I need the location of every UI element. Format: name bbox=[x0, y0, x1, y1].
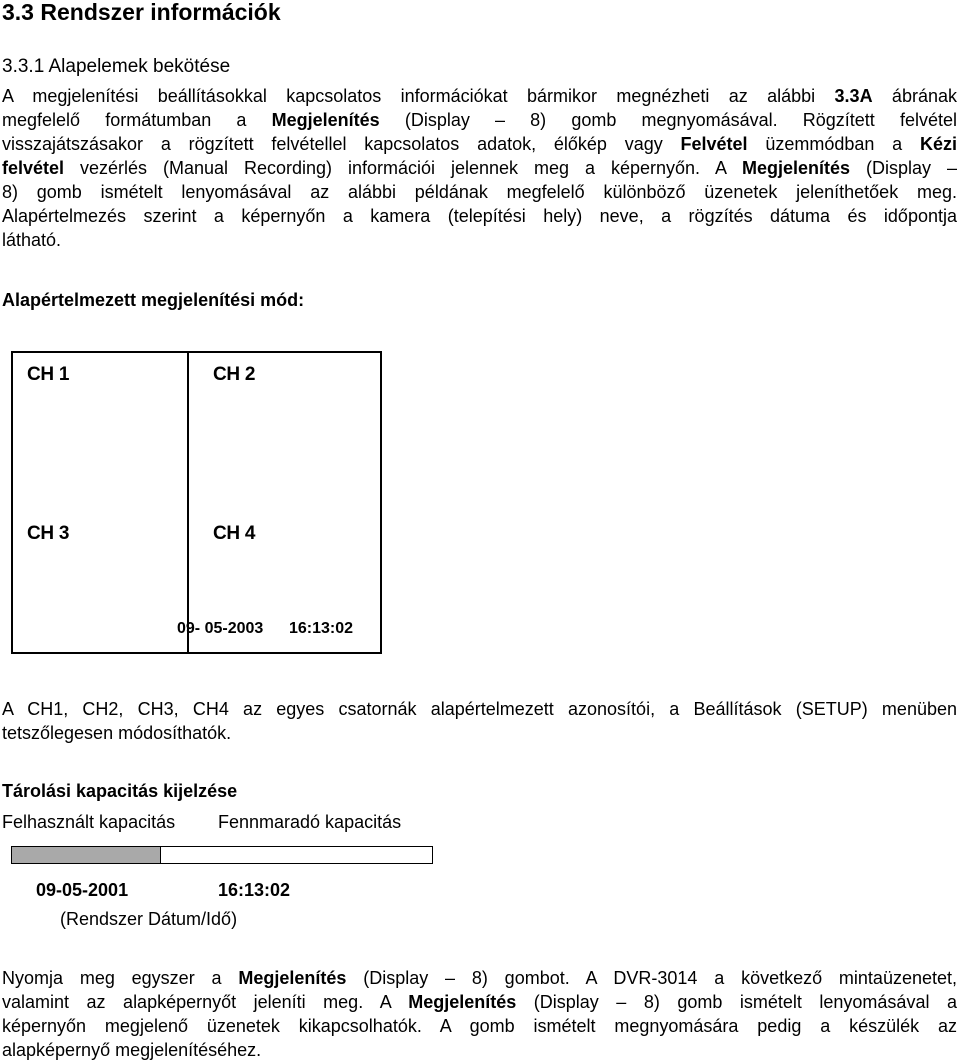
screen-divider bbox=[187, 351, 189, 654]
default-mode-heading: Alapértelmezett megjelenítési mód: bbox=[2, 290, 305, 310]
system-datetime-caption: (Rendszer Dátum/Idő) bbox=[60, 909, 238, 929]
intro-line: visszajátszásakor a rögzített felvétellel kapcsolatos adatok, élőkép vagy Felvétel üzemmódban a Kézi bbox=[2, 134, 957, 154]
outro-line: képernyőn megjelenő üzenetek kikapcsolhatók. A gomb ismételt megnyomására pedig a készülék az bbox=[2, 1016, 957, 1036]
intro-line: A megjelenítési beállításokkal kapcsolatos információkat bármikor megnézheti az alábbi 3.3A ábrának bbox=[2, 86, 957, 106]
screen-time: 16:13:02 bbox=[289, 620, 354, 637]
screen-date: 09- 05-2003 bbox=[177, 620, 264, 637]
intro-line: Alapértelmezés szerint a képernyőn a kamera (telepítési hely) neve, a rögzítés dátuma és időpontja bbox=[2, 206, 957, 226]
channel-label-ch4: CH 4 bbox=[213, 523, 256, 544]
intro-line: 8) gomb ismételt lenyomásával az alábbi példának megfelelő különböző üzenetek jeleníthetőek meg. bbox=[2, 182, 957, 202]
note-line: A CH1, CH2, CH3, CH4 az egyes csatornák alapértelmezett azonosítói, a Beállítások (SETUP) menüben bbox=[2, 699, 957, 719]
intro-line: megfelelő formátumban a Megjelenítés (Display – 8) gomb megnyomásával. Rögzített felvétel bbox=[2, 110, 957, 130]
storage-heading: Tárolási kapacitás kijelzése bbox=[2, 781, 238, 801]
capacity-bar bbox=[11, 846, 433, 864]
channel-label-ch3: CH 3 bbox=[27, 523, 70, 544]
intro-paragraph bbox=[2, 84, 957, 252]
system-date: 09-05-2001 bbox=[36, 880, 129, 900]
screen-diagram bbox=[11, 351, 382, 654]
channel-label-ch2: CH 2 bbox=[213, 364, 256, 385]
system-time: 16:13:02 bbox=[218, 880, 291, 900]
subsection-title: 3.3.1 Alapelemek bekötése bbox=[2, 56, 231, 77]
section-title: 3.3 Rendszer információk bbox=[2, 0, 281, 25]
channels-note bbox=[2, 697, 957, 745]
intro-line: látható. bbox=[2, 230, 62, 250]
channel-label-ch1: CH 1 bbox=[27, 364, 70, 385]
capacity-bar-used bbox=[12, 847, 161, 863]
note-line: tetszőlegesen módosíthatók. bbox=[2, 723, 232, 743]
outro-paragraph bbox=[2, 966, 957, 1062]
outro-line: alapképernyő megjelenítéséhez. bbox=[2, 1040, 262, 1060]
intro-line: felvétel vezérlés (Manual Recording) információi jelennek meg a képernyőn. A Megjelenítés (Display – bbox=[2, 158, 958, 178]
used-capacity-label: Felhasznált kapacitás bbox=[2, 812, 176, 832]
outro-line: Nyomja meg egyszer a Megjelenítés (Display – 8) gombot. A DVR-3014 a következő mintaüzenetet, bbox=[2, 968, 957, 988]
free-capacity-label: Fennmaradó kapacitás bbox=[218, 812, 402, 832]
outro-line: valamint az alapképernyőt jeleníti meg. A Megjelenítés (Display – 8) gomb ismételt lenyomásával a bbox=[2, 992, 957, 1012]
